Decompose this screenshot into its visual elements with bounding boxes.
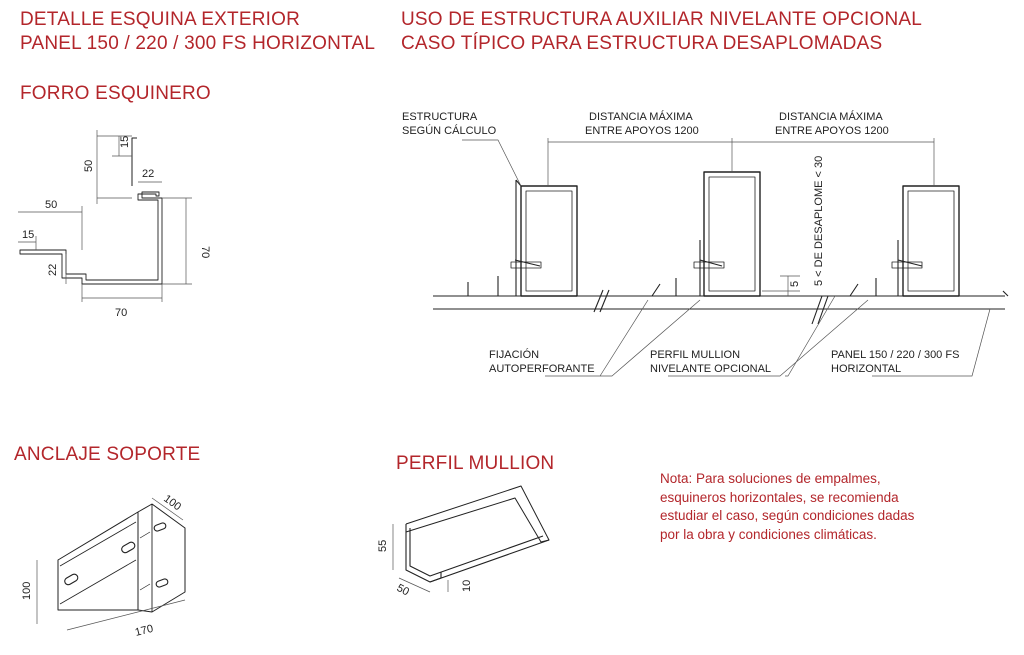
- anclaje-dimension-texts: [21, 493, 183, 639]
- leader-lines: [462, 140, 990, 376]
- label-distancia2-l2: ENTRE APOYOS 1200: [775, 125, 889, 137]
- label-estructura-l2: SEGÚN CÁLCULO: [402, 125, 497, 137]
- dim-70-bottom: 70: [115, 307, 128, 319]
- uso-title-line1: USO DE ESTRUCTURA AUXILIAR NIVELANTE OPCIONAL: [401, 9, 923, 30]
- label-panel-l2: HORIZONTAL: [831, 363, 902, 375]
- dim-5: 5: [789, 280, 801, 287]
- anclaje-title: ANCLAJE SOPORTE: [14, 444, 201, 465]
- label-fijacion-l2: AUTOPERFORANTE: [489, 363, 595, 375]
- label-mullion-l2: NIVELANTE OPCIONAL: [650, 363, 772, 375]
- label-panel-l1: PANEL 150 / 220 / 300 FS: [831, 349, 960, 361]
- label-estructura-l1: ESTRUCTURA: [402, 111, 478, 123]
- uso-title-line2: CASO TÍPICO PARA ESTRUCTURA DESAPLOMADAS: [401, 33, 883, 54]
- structure-column-3: [850, 186, 959, 296]
- detalle-title-line2: PANEL 150 / 220 / 300 FS HORIZONTAL: [20, 33, 376, 54]
- section-dimension-lines: [548, 138, 934, 296]
- dim-100-top: 100: [161, 492, 184, 514]
- dim-50-left: 50: [83, 159, 95, 172]
- structure-column-2: [652, 172, 760, 296]
- label-mullion-l1: PERFIL MULLION: [650, 349, 741, 361]
- dim-50-horiz: 50: [45, 199, 58, 211]
- panel-band: [433, 291, 1008, 309]
- forro-title: FORRO ESQUINERO: [20, 83, 211, 104]
- desplome-label: 5 < DE DESAPLOME < 30: [813, 155, 825, 286]
- label-distancia1-l1: DISTANCIA MÁXIMA: [589, 111, 693, 123]
- perfil-mullion-shape: [406, 486, 549, 582]
- forro-dimension-texts: [22, 136, 211, 319]
- section-dimension-texts: [789, 156, 825, 287]
- label-distancia1-l2: ENTRE APOYOS 1200: [585, 125, 699, 137]
- dim-22-left: 22: [47, 263, 59, 276]
- dim-15-top: 15: [119, 135, 131, 148]
- dim-50: 50: [394, 582, 412, 599]
- note-text: Nota: Para soluciones de empalmes, esquineros horizontales, se recomienda estudiar el caso, según condiciones dadas por la obra y condiciones climáticas.: [660, 471, 915, 542]
- dim-170: 170: [133, 622, 155, 639]
- dim-10: 10: [461, 579, 473, 592]
- structure-column-1: [468, 180, 577, 296]
- label-fijacion-l1: FIJACIÓN: [489, 349, 540, 361]
- dim-15-left: 15: [22, 229, 35, 241]
- dim-22-right: 22: [142, 168, 155, 180]
- detalle-title-line1: DETALLE ESQUINA EXTERIOR: [20, 9, 301, 30]
- forro-dimension-lines: [18, 130, 192, 302]
- perfil-title: PERFIL MULLION: [396, 453, 555, 474]
- dim-70-right: 70: [199, 246, 211, 259]
- anclaje-bracket: [58, 504, 185, 612]
- dim-100-left: 100: [21, 581, 33, 600]
- dim-55: 55: [377, 539, 389, 552]
- break-marks: [594, 290, 828, 324]
- label-distancia2-l1: DISTANCIA MÁXIMA: [779, 111, 883, 123]
